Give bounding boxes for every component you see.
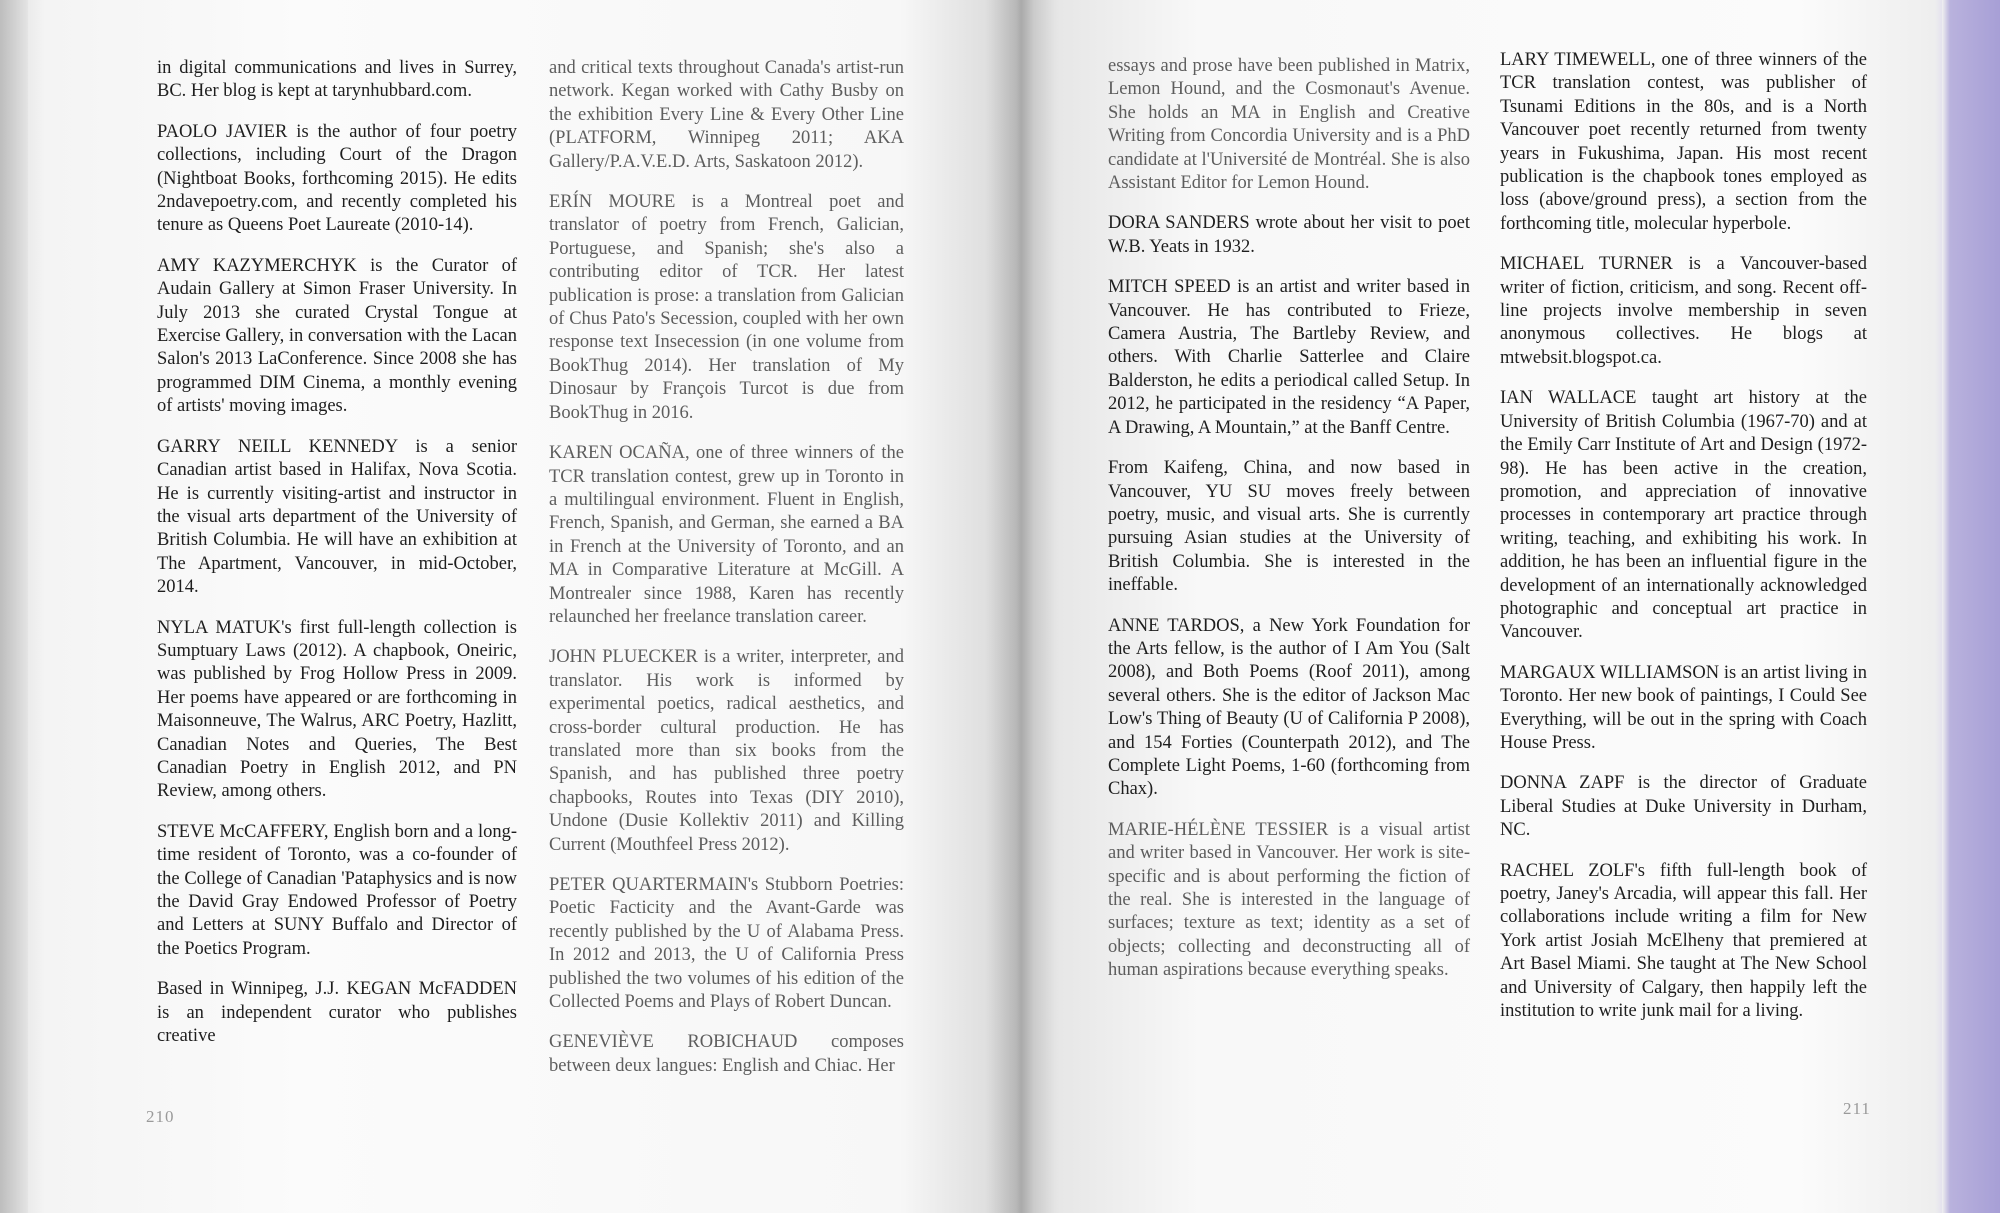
bio-paragraph: PAOLO JAVIER is the author of four poetry collections, including Court of the Dragon (Nightboat Books, forthcoming 2015). He edits 2ndavepoetry.com, and recently completed his tenure as Queens Poet Laureate (2010-14). — [157, 121, 517, 236]
left-page-edge — [0, 0, 28, 1213]
bio-paragraph: MICHAEL TURNER is a Vancouver-based writer of fiction, criticism, and song. Recent off-line projects involve membership in seven anonymous collectives. He blogs at mtwebsit.blogspot.ca. — [1500, 254, 1867, 368]
bio-paragraph: MITCH SPEED is an artist and writer based in Vancouver. He has contributed to Frieze, Camera Austria, The Bartleby Review, and others. With Charlie Satterlee and Claire Balderston, he edits a periodical called Setup. In 2012, he participated in the residency “A Paper, A Drawing, A Mountain,” at the Banff Centre. — [1108, 277, 1470, 438]
page-number-left: 210 — [146, 1107, 175, 1126]
bio-paragraph: DORA SANDERS wrote about her visit to poet W.B. Yeats in 1932. — [1108, 213, 1470, 257]
bio-paragraph: LARY TIMEWELL, one of three winners of the TCR translation contest, was publisher of Tsunami Editions in the 80s, and is a North Vancouver poet recently returned from twenty years in Fukushima, Japan. His most recent publication is the chapbook tones employed as loss (above/ground press), a section from the forthcoming title, molecular hyperbole. — [1500, 50, 1867, 234]
right-page-edge — [1942, 0, 2000, 1213]
bio-paragraph: IAN WALLACE taught art history at the University of British Columbia (1967-70) and at the Emily Carr Institute of Art and Design (1972-98). He has been active in the creation, promotion, and appreciation of innovative processes in contemporary art practice through writing, teaching, and exhibiting his work. In addition, he has been an influential figure in the development of an internationally acknowledged photographic and conceptual art practice in Vancouver. — [1500, 388, 1867, 643]
left-page-column-1 — [157, 57, 517, 1065]
bio-paragraph: essays and prose have been published in Matrix, Lemon Hound, and the Cosmonaut's Avenue. She holds an MA in English and Creative Writing from Concordia University and is a PhD candidate at l'Université de Montréal. She is also Assistant Editor for Lemon Hound. — [1108, 56, 1470, 194]
bio-paragraph: in digital communications and lives in Surrey, BC. Her blog is kept at tarynhubbard.com. — [157, 58, 517, 102]
bio-paragraph: and critical texts throughout Canada's artist-run network. Kegan worked with Cathy Busby on the exhibition Every Line & Every Other Line (PLATFORM, Winnipeg 2011; AKA Gallery/P.A.V.E.D. Arts, Saskatoon 2012). — [549, 58, 904, 172]
bio-paragraph: MARIE-HÉLÈNE TESSIER is a visual artist and writer based in Vancouver. Her work is site-specific and is about performing the fiction of the real. She is interested in the language of surfaces; texture as text; identity as a set of objects; collecting and deconstructing all of human aspirations because everything speaks. — [1108, 819, 1470, 981]
bio-paragraph: NYLA MATUK's first full-length collection is Sumptuary Laws (2012). A chapbook, Oneiric, was published by Frog Hollow Press in 2009. Her poems have appeared or are forthcoming in Maisonneuve, The Walrus, ARC Poetry, Hazlitt, Canadian Notes and Queries, The Best Canadian Poetry in English 2012, and PN Review, among others. — [157, 617, 517, 802]
right-page-column-2 — [1500, 49, 1867, 1040]
bio-paragraph: JOHN PLUECKER is a writer, interpreter, and translator. His work is informed by experimental poetics, radical aesthetics, and cross-border cultural production. He has translated more than six books from the Spanish, and has published three poetry chapbooks, Routes into Texas (DIY 2010), Undone (Dusie Kollektiv 2011) and Killing Current (Mouthfeel Press 2012). — [549, 647, 904, 855]
bio-paragraph: KAREN OCAÑA, one of three winners of the TCR translation contest, grew up in Toronto in a multilingual environment. Fluent in English, French, Spanish, and German, she earned a BA in French at the University of Toronto, and an MA in Comparative Literature at McGill. A Montrealer since 1988, Karen has recently relaunched her freelance translation career. — [549, 443, 904, 627]
bio-paragraph: RACHEL ZOLF's fifth full-length book of poetry, Janey's Arcadia, will appear this fall. Her collaborations include writing a film for New York artist Josiah McElheny that premiered at Art Basel Miami. She taught at The New School and University of Calgary, then happily left the institution to write junk mail for a living. — [1500, 860, 1867, 1022]
page-number-right: 211 — [1843, 1099, 1871, 1118]
bio-paragraph: GARRY NEILL KENNEDY is a senior Canadian artist based in Halifax, Nova Scotia. He is currently visiting-artist and instructor in the visual arts department of the University of British Columbia. He will have an exhibition at The Apartment, Vancouver, in mid-October, 2014. — [157, 436, 517, 598]
bio-paragraph: ERÍN MOURE is a Montreal poet and translator of poetry from French, Galician, Portuguese, and Spanish; she's also a contributing editor of TCR. Her latest publication is prose: a translation from Galician of Chus Pato's Secession, coupled with her own response text Insecession (in one volume from BookThug 2014). Her translation of My Dinosaur by François Turcot is due from BookThug in 2016. — [549, 192, 904, 423]
right-page-column-1 — [1108, 55, 1470, 1000]
bio-paragraph: PETER QUARTERMAIN's Stubborn Poetries: Poetic Facticity and the Avant-Garde was recently published by the U of Alabama Press. In 2012 and 2013, the U of California Press published the two volumes of his edition of the Collected Poems and Plays of Robert Duncan. — [549, 875, 904, 1013]
bio-paragraph: GENEVIÈVE ROBICHAUD composes between deux langues: English and Chiac. Her — [549, 1032, 904, 1076]
bio-paragraph: STEVE McCAFFERY, English born and a long-time resident of Toronto, was a co-founder of the College of Canadian 'Pataphysics and is now the David Gray Endowed Professor of Poetry and Letters at SUNY Buffalo and Director of the Poetics Program. — [157, 821, 517, 959]
bio-paragraph: MARGAUX WILLIAMSON is an artist living in Toronto. Her new book of paintings, I Could See Everything, will be out in the spring with Coach House Press. — [1500, 662, 1867, 753]
bio-paragraph: AMY KAZYMERCHYK is the Curator of Audain Gallery at Simon Fraser University. In July 2013 she curated Crystal Tongue at Exercise Gallery, in conversation with the Lacan Salon's 2013 LaConference. Since 2008 she has programmed DIM Cinema, a monthly evening of artists' moving images. — [157, 255, 517, 417]
book-gutter — [985, 0, 1055, 1213]
bio-paragraph: ANNE TARDOS, a New York Foundation for the Arts fellow, is the author of I Am You (Salt 2008), and Both Poems (Roof 2011), among several others. She is the editor of Jackson Mac Low's Thing of Beauty (U of California P 2008), and 154 Forties (Counterpath 2012), and The Complete Light Poems, 1-60 (forthcoming from Chax). — [1108, 615, 1470, 800]
left-page-column-2 — [549, 57, 904, 1095]
bio-paragraph: DONNA ZAPF is the director of Graduate Liberal Studies at Duke University in Durham, NC. — [1500, 773, 1867, 841]
bio-paragraph: Based in Winnipeg, J.J. KEGAN McFADDEN is an independent curator who publishes creative — [157, 979, 517, 1047]
bio-paragraph: From Kaifeng, China, and now based in Vancouver, YU SU moves freely between poetry, music, and visual arts. She is currently pursuing Asian studies at the University of British Columbia. She is interested in the ineffable. — [1108, 458, 1470, 596]
